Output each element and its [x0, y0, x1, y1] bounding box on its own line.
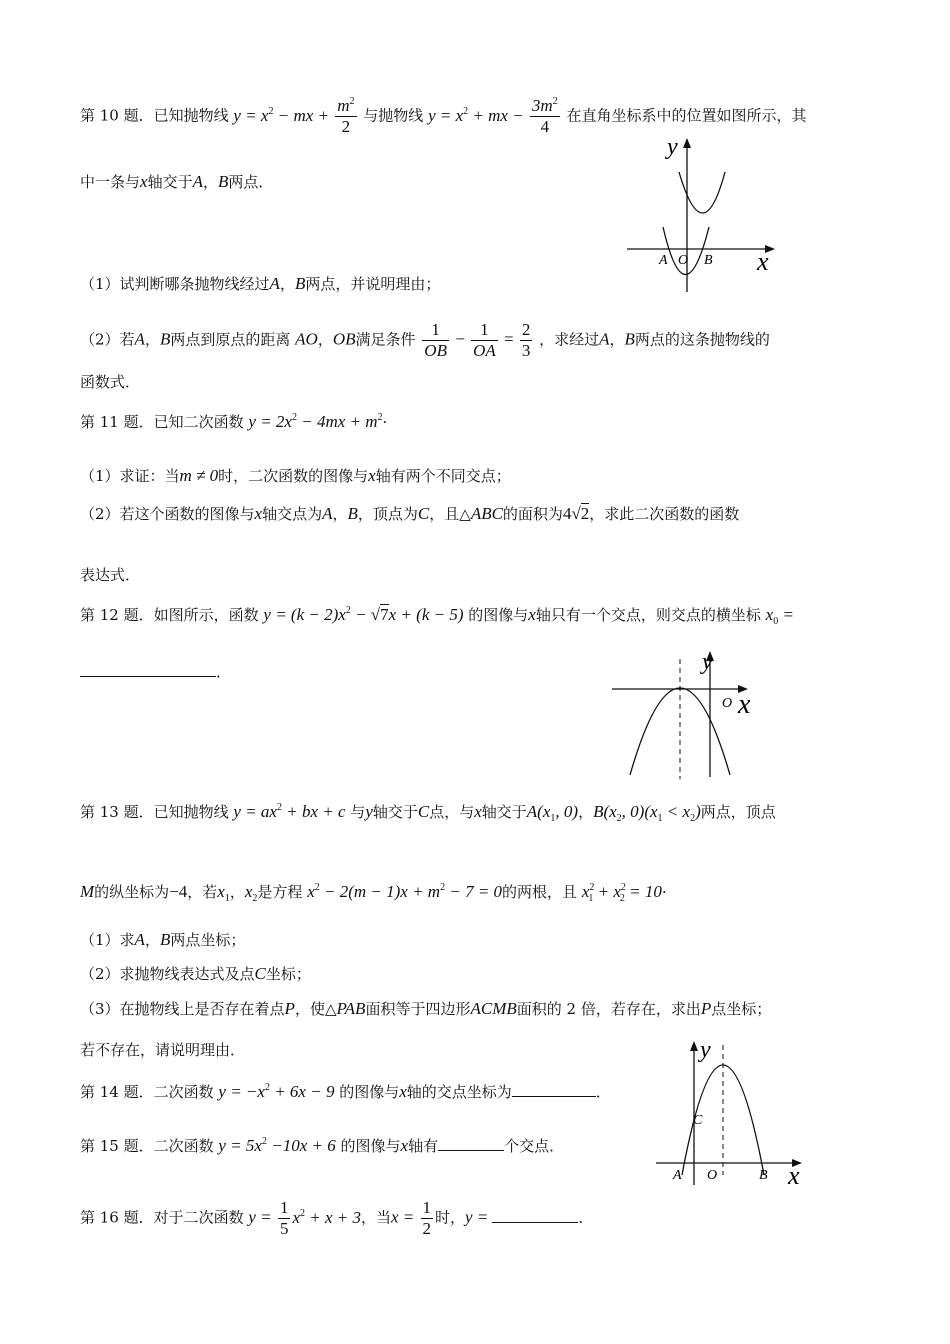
q15-mid: 的图像与 — [340, 1137, 401, 1155]
q13-point-A: $A(x_1$, 0) — [526, 802, 579, 824]
q16-when: ，当 — [360, 1208, 391, 1227]
q13-t6: 的纵坐标为 — [94, 883, 170, 901]
q10-comma: ， — [202, 173, 218, 191]
q13-graph — [652, 1035, 817, 1187]
q10-part2-e: 两点的这条抛物线的 — [634, 330, 770, 349]
q10-line2-b: 轴交于 — [147, 173, 193, 191]
q13-part2-a: （2）求抛物线表达式及点 — [80, 965, 255, 983]
q13-t8: 是方程 — [257, 883, 303, 901]
q14-suffix: 轴的交点坐标为 — [406, 1083, 512, 1101]
q16-answer-blank[interactable] — [492, 1206, 578, 1223]
q14-answer-blank[interactable] — [512, 1080, 596, 1097]
q10-minus: − — [450, 329, 470, 349]
q15-prefix: 第 15 题．二次函数 — [80, 1137, 214, 1155]
q13-var-x: x — [474, 802, 482, 821]
q10-graph-y: y — [667, 134, 678, 160]
q10-frac2: $\frac{3m^2}{4}$ — [531, 96, 558, 136]
q14-expr: $y = -x^2 + 6x - 9$ — [218, 1082, 335, 1101]
q11-B: B — [347, 504, 358, 523]
q11-part2-f: ，求此二次函数的函数 — [589, 505, 740, 523]
q13-t7: ，若 — [187, 883, 218, 901]
q10-part1-A: A — [269, 274, 280, 293]
q10-part2-d: ，求经过 — [539, 330, 600, 349]
q10-line1 — [80, 96, 807, 137]
q10-part2 — [80, 320, 770, 361]
q16-xeq: x = — [391, 1207, 419, 1227]
q10-part2-comma2: ， — [317, 330, 333, 349]
q13-part3-a: （3）在抛物线上是否存在着点 — [80, 1000, 285, 1018]
q11-cond: m ≠ 0 — [179, 466, 219, 485]
q13-t2: 轴交于 — [372, 803, 418, 821]
q13-part1-A: A — [134, 930, 145, 949]
q10-part1-comma: ， — [279, 275, 295, 293]
q13-part2 — [80, 962, 311, 986]
q16-y: y = — [248, 1207, 276, 1227]
q11-var-x: x — [368, 466, 376, 485]
q10-and: 与抛物线 — [363, 106, 424, 125]
q10-line2-c: 两点． — [228, 173, 274, 191]
q13-part3-b: ，使△ — [294, 1000, 337, 1018]
q14-prefix: 第 14 题．二次函数 — [80, 1083, 214, 1101]
q14-mid: 的图像与 — [339, 1083, 400, 1101]
q13-part3-e: 点坐标； — [711, 1000, 772, 1018]
q13-graph-C: C — [693, 1113, 703, 1128]
q12-graph-O: O — [722, 696, 733, 711]
q10-graph-A: A — [659, 253, 668, 268]
q10-cond-frac3: $\frac{2}{3}$ — [521, 320, 531, 360]
q12-graph-y: y — [702, 649, 713, 675]
q13-graph-y: y — [700, 1037, 711, 1063]
q10-part2-end: 函数式． — [80, 373, 141, 391]
q11-part1-b: 时，二次函数的图像与 — [218, 467, 369, 485]
q13-var-M: M — [80, 882, 95, 901]
q13-x2: $x_2$ — [244, 882, 258, 904]
q10-var-A: A — [192, 172, 203, 191]
q11-part2-b: 轴交点为 — [262, 505, 323, 523]
q16-yeq: y = — [465, 1207, 489, 1227]
q10-graph-B: B — [704, 253, 713, 268]
q13-part2-b: 坐标； — [265, 965, 311, 983]
q13-line2: M的纵坐标为−4，若$x_1$，$x_2$是方程 $x^2 - 2(m - 1)x + m^2 - 7 = 0$的两根，且 $x^2_1 + x^2_2 = 10\cdot$ — [80, 882, 667, 904]
q10-part1-b: 两点，并说明理由； — [305, 275, 441, 293]
q10-part2-B: B — [159, 329, 171, 349]
q13-part3-d: 面积的 2 倍，若存在，求出 — [516, 1000, 701, 1018]
q11-expr: $y = 2x^2 - 4mx + m^2$ — [248, 412, 383, 431]
q15-answer-blank[interactable] — [438, 1134, 504, 1151]
q10-prefix: 第 10 题．已知抛物线 — [80, 106, 229, 125]
q10-part2-c: 满足条件 — [355, 330, 416, 349]
q12-answer-blank[interactable] — [80, 660, 216, 677]
q11-part2-end: 表达式． — [80, 566, 141, 584]
q13-sum: $x^2_1 + x^2_2 = 10$ — [581, 882, 662, 904]
q15-var-x: x — [400, 1136, 409, 1155]
q13-var-P: P — [284, 999, 295, 1018]
q13-ACMB: ACMB — [470, 999, 517, 1018]
q10-upper-parabola — [679, 172, 725, 213]
q11-part2-c: ，顶点为 — [357, 505, 418, 523]
q13-part3-end: 若不存在，请说明理由． — [80, 1041, 246, 1059]
q13-PAB: PAB — [336, 999, 366, 1018]
q10-suffix: 在直角坐标系中的位置如图所示，其 — [566, 106, 807, 125]
q13-t9: 的两根，且 — [502, 883, 578, 901]
q12-prefix: 第 12 题．如图所示，函数 — [80, 606, 259, 624]
q13-y-arrow — [690, 1041, 698, 1051]
q13-part1: （1）求A，B两点坐标； — [80, 930, 246, 949]
q13-part1-a: （1）求 — [80, 931, 135, 949]
q13-graph-x: x — [788, 1161, 800, 1187]
q10-var-x: x — [140, 172, 148, 191]
q13-prefix: 第 13 题．已知抛物线 — [80, 803, 229, 821]
q10-part2-A2: A — [599, 329, 610, 349]
q13-t4: 轴交于 — [481, 803, 527, 821]
q10-part1-a: （1）试判断哪条抛物线经过 — [80, 275, 270, 293]
q13-part3-c: 面积等于四边形 — [365, 1000, 471, 1018]
q10-y-arrow — [683, 138, 691, 148]
q10-cond-frac1: $\frac{1}{OB}$ — [424, 320, 447, 360]
q13-part2-C: C — [254, 964, 266, 983]
q12-expr: $y = (k - 2)x^2 - √7x + (k - 5)$ — [263, 605, 464, 624]
q13-t3: 点，与 — [429, 803, 475, 821]
q10-part2-b: 两点到原点的距离 — [170, 330, 291, 349]
q11-prefix: 第 11 题．已知二次函数 — [80, 413, 244, 431]
q13-equation: $x^2 - 2(m - 1)x + m^2 - 7 = 0$ — [307, 882, 503, 901]
q12-mid: 的图像与 — [468, 606, 529, 624]
q11-part1-a: （1）求证：当 — [80, 467, 180, 485]
q12-suffix: 轴只有一个交点，则交点的横坐标 — [535, 606, 761, 624]
q13-point-B: $B(x_2$, $0)(x_1 < x_2)$ — [593, 802, 701, 824]
q12-period: ． — [216, 663, 232, 681]
q13-line1: 第 13 题．已知抛物线 $y = ax^2$ + bx + c 与y轴交于C点，与x轴交于$A(x_1$, 0)，$B(x_2$, $0)(x_1 < x_2)$两点，顶点 — [80, 802, 776, 824]
q11-part2-x: x — [254, 504, 263, 523]
q11-part2-e: 的面积为 — [502, 505, 563, 523]
q14-var-x: x — [399, 1082, 407, 1101]
q16-frac: $\frac{1}{5}$ — [279, 1198, 289, 1238]
q10-AO: AO — [295, 329, 318, 349]
q13-part1-B: B — [159, 930, 171, 949]
q16-then: 时， — [435, 1208, 466, 1227]
q10-graph-O: O — [678, 253, 689, 268]
q13-x1: $x_1$ — [217, 882, 230, 904]
q11-part1 — [80, 464, 511, 488]
q13-part1-b: 两点坐标； — [170, 931, 246, 949]
q13-var-C: C — [417, 802, 430, 821]
q11-part2-d: ，且△ — [429, 505, 471, 523]
q10-var-B: B — [217, 172, 229, 191]
q13-graph-B: B — [759, 1168, 768, 1183]
q15-suffix: 轴有 — [408, 1137, 439, 1155]
q16-line — [80, 1198, 593, 1239]
q15-expr: $y = 5x^2 -10x + 6$ — [218, 1136, 336, 1155]
q11-line1: 第 11 题．已知二次函数 $y = 2x^2 - 4mx + m^2\cdot$ — [80, 412, 388, 431]
q16-expr: $x^2 + x + 3$ — [292, 1207, 361, 1227]
q13-part3 — [80, 997, 771, 1021]
q11-C: C — [417, 504, 430, 523]
q10-parabola1: $y = x^2$ − mx + — [233, 105, 334, 125]
q10-part1-B: B — [294, 274, 306, 293]
q10-parabola2: $y = x^2$ + mx − — [428, 105, 528, 125]
q12-line1 — [80, 603, 794, 627]
q10-graph-x: x — [757, 247, 769, 276]
q13-graph-O: O — [707, 1168, 718, 1183]
q12-graph-x: x — [738, 689, 751, 720]
q13-graph-A: A — [673, 1168, 682, 1183]
q12-var-x: x — [528, 605, 536, 624]
q10-line2 — [80, 170, 273, 194]
q11-ABC: ABC — [470, 504, 503, 523]
q10-part2-comma: ， — [144, 330, 160, 349]
q15-line — [80, 1134, 564, 1158]
q10-line2-a: 中一条与 — [80, 173, 141, 191]
q10-part2-B2: B — [624, 329, 635, 349]
q13-t1: 与 — [350, 803, 366, 821]
q13-expr: $y = ax^2$ + bx + c — [233, 802, 346, 821]
q13-t5: 两点，顶点 — [700, 803, 776, 821]
q11-area: 4√2 — [562, 504, 590, 523]
q10-graph — [615, 132, 785, 297]
q12-x0: $x_0$ = — [765, 605, 794, 627]
q14-period: ． — [595, 1083, 611, 1101]
q16-period: ． — [578, 1208, 594, 1227]
q10-part2-comma3: ， — [609, 330, 625, 349]
q15-suffix2: 个交点． — [504, 1137, 565, 1155]
q10-part2-A: A — [134, 329, 145, 349]
q10-part2-a: （2）若 — [80, 330, 135, 349]
q16-half: $\frac{1}{2}$ — [422, 1198, 432, 1238]
q10-frac1: $\frac{m^2}{2}$ — [337, 96, 355, 136]
q10-cond-frac2: $\frac{1}{OA}$ — [473, 320, 496, 360]
q13-var-y: y — [365, 802, 373, 821]
q10-OB: OB — [332, 329, 356, 349]
q16-prefix: 第 16 题．对于二次函数 — [80, 1208, 244, 1227]
q11-A: A — [322, 504, 333, 523]
q14-line — [80, 1080, 611, 1104]
q13-var-P2: P — [700, 999, 712, 1018]
q10-part1 — [80, 272, 440, 296]
q12-graph — [608, 645, 788, 780]
q13-neg4: −4 — [169, 882, 188, 901]
q11-part2-a: （2）若这个函数的图像与 — [80, 505, 255, 523]
q11-part1-c: 轴有两个不同交点； — [375, 467, 511, 485]
q12-answer-line — [80, 660, 231, 684]
q11-part2: （2）若这个函数的图像与x轴交点为A，B，顶点为C，且△ABC的面积为4√2，求此二次函数的函数 — [80, 504, 740, 523]
q10-equals: = — [499, 329, 518, 349]
